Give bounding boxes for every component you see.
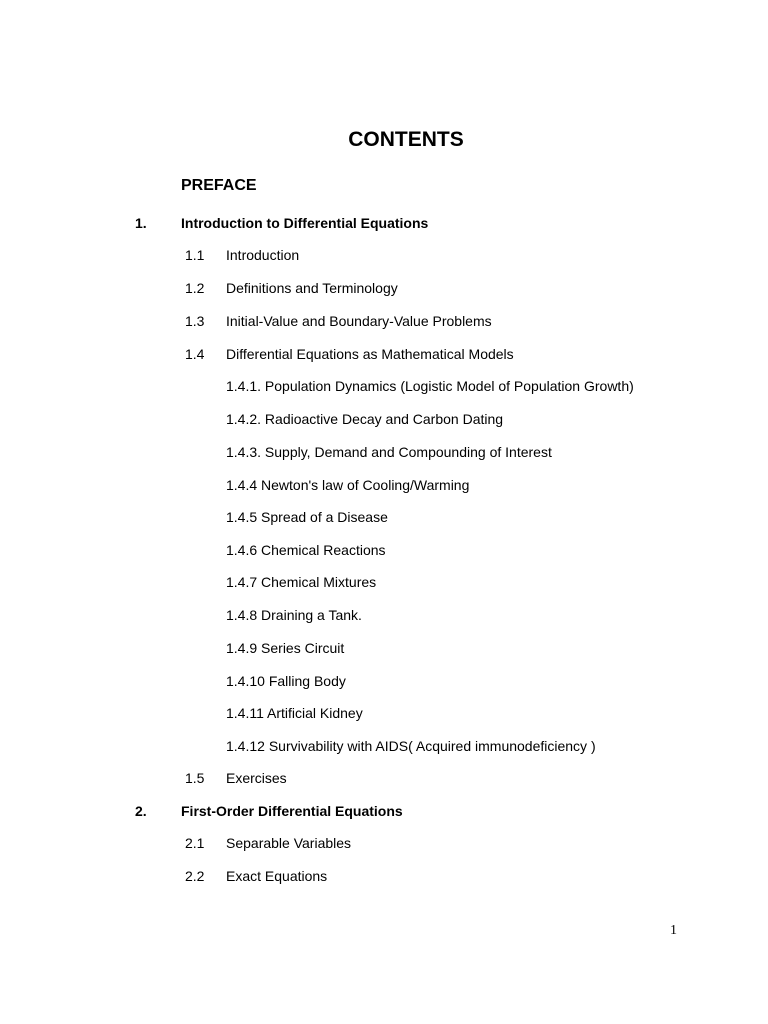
subsection-title: 1.4.2. Radioactive Decay and Carbon Dating: [226, 411, 504, 427]
subsection-title: 1.4.7 Chemical Mixtures: [226, 574, 377, 590]
subsection-title: 1.4.5 Spread of a Disease: [226, 509, 388, 525]
section-number: 1.3: [185, 313, 205, 329]
section-number: 1.5: [185, 770, 205, 786]
section-title: Exercises: [226, 770, 287, 786]
subsection-title: 1.4.1. Population Dynamics (Logistic Model of Population Growth): [226, 378, 634, 394]
section-number: 2.2: [185, 868, 205, 884]
subsection-title: 1.4.6 Chemical Reactions: [226, 542, 386, 558]
chapter-title: First-Order Differential Equations: [181, 803, 403, 819]
page-title: CONTENTS: [348, 128, 464, 151]
section-number: 2.1: [185, 835, 205, 851]
preface-heading: PREFACE: [181, 177, 257, 194]
chapter-number: 2.: [135, 803, 147, 819]
subsection-title: 1.4.3. Supply, Demand and Compounding of Interest: [226, 444, 552, 460]
subsection-title: 1.4.9 Series Circuit: [226, 640, 345, 656]
section-title: Initial-Value and Boundary-Value Problems: [226, 313, 492, 329]
section-title: Introduction: [226, 247, 300, 263]
page-number: 1: [670, 923, 677, 938]
section-title: Separable Variables: [226, 835, 352, 851]
subsection-title: 1.4.12 Survivability with AIDS( Acquired immunodeficiency ): [226, 738, 596, 754]
subsection-title: 1.4.8 Draining a Tank.: [226, 607, 362, 623]
section-number: 1.1: [185, 247, 205, 263]
subsection-title: 1.4.11 Artificial Kidney: [226, 705, 363, 721]
section-number: 1.2: [185, 280, 205, 296]
section-title: Differential Equations as Mathematical Models: [226, 346, 514, 362]
subsection-title: 1.4.10 Falling Body: [226, 673, 346, 689]
subsection-title: 1.4.4 Newton's law of Cooling/Warming: [226, 477, 470, 493]
section-number: 1.4: [185, 346, 205, 362]
section-title: Definitions and Terminology: [226, 280, 398, 296]
chapter-number: 1.: [135, 215, 147, 231]
chapter-title: Introduction to Differential Equations: [181, 215, 429, 231]
section-title: Exact Equations: [226, 868, 328, 884]
